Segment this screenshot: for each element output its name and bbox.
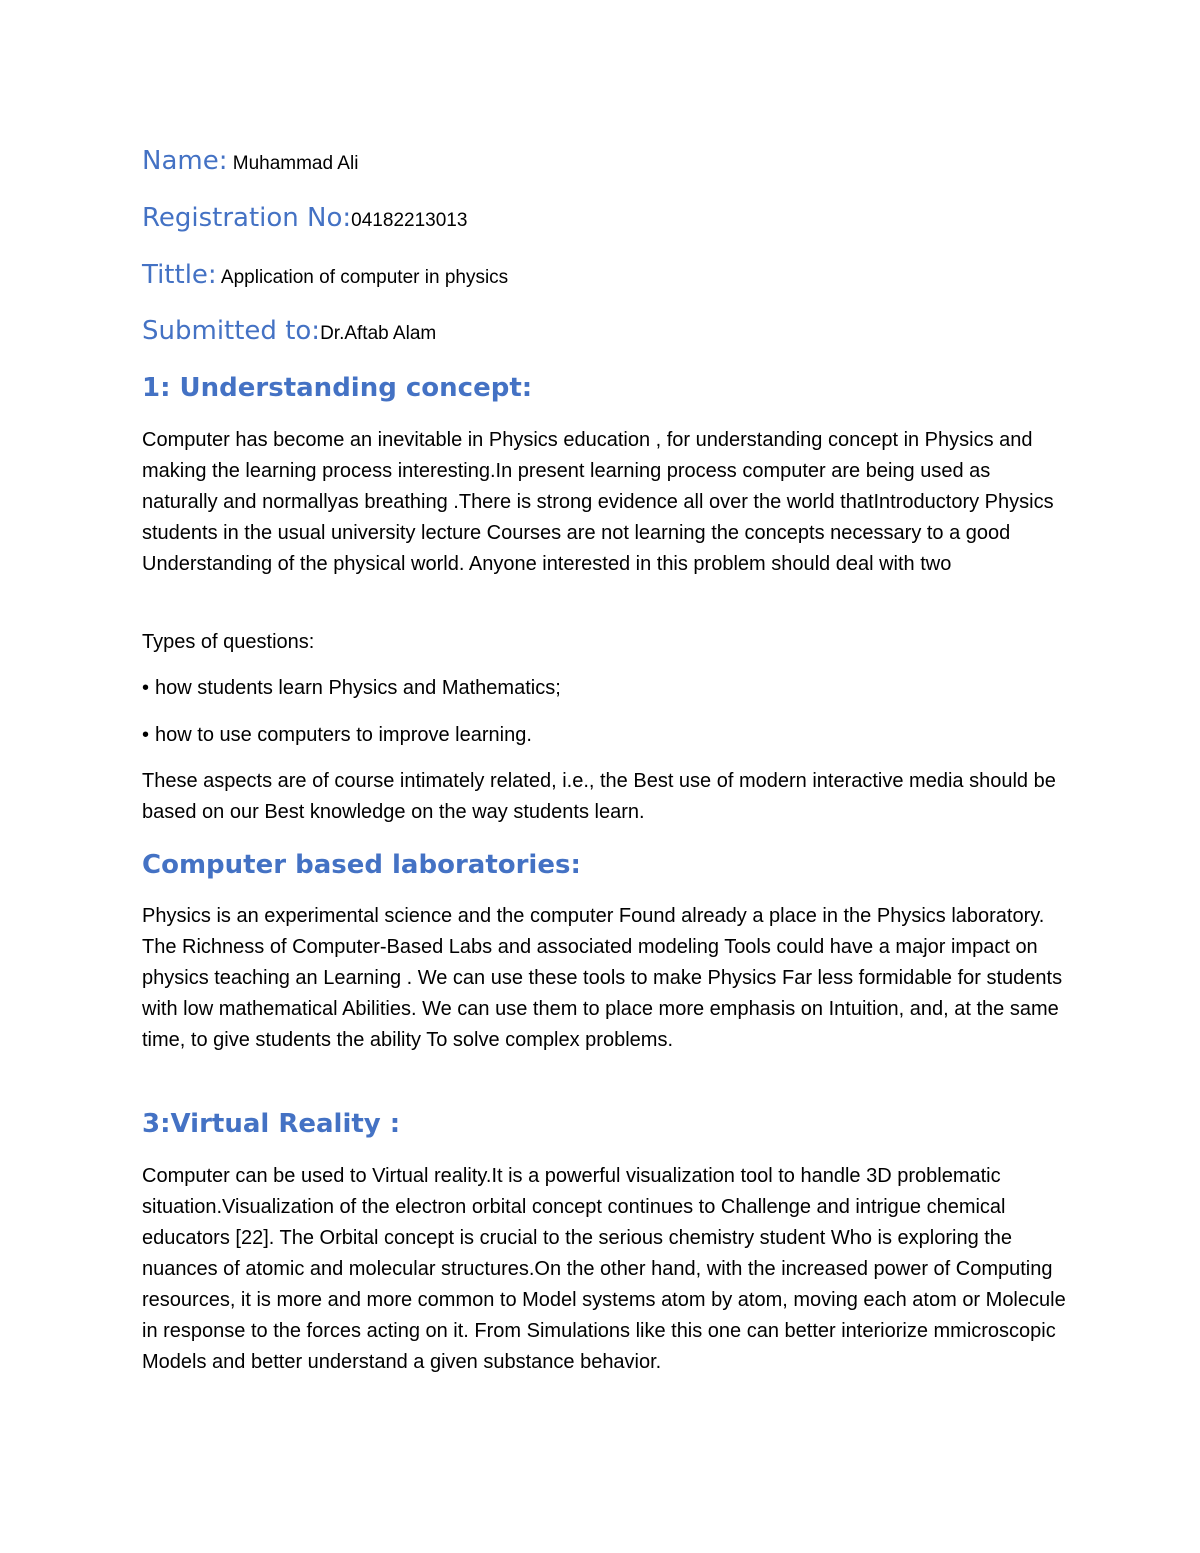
bullet-icon: • [142,677,150,699]
name-line [142,146,358,176]
registration-line [142,203,467,233]
section-heading-virtual-reality: 3:Virtual Reality : [142,1109,401,1139]
title-value: Application of computer in physics [216,267,509,288]
paragraph-understanding: Computer has become an inevitable in Physics education , for understanding concept in Physics and making the learning process interesting.In present learning process computer are being used as naturally and normallyas breathing .There is strong evidence all over the world thatIntroductory Physics students in the usual university lecture Courses are not learning the concepts necessary to a good Understanding of the physical world. Anyone interested in this problem should deal with two [142,429,1054,575]
registration-value: 04182213013 [351,210,468,231]
types-of-questions: Types of questions: [142,631,315,653]
paragraph-laboratories: Physics is an experimental science and the computer Found already a place in the Physics laboratory. The Richness of Computer-Based Labs and associated modeling Tools could have a major impact on physics teaching an Learning . We can use these tools to make Physics Far less formidable for students with low mathematical Abilities. We can use them to place more emphasis on Intuition, and, at the same time, to give students the ability To solve complex problems. [142,905,1063,1051]
bullet-text-1: how students learn Physics and Mathematics; [155,677,561,699]
bullet-icon: • [142,724,150,746]
name-value: Muhammad Ali [227,153,359,174]
bullet-item-2 [142,720,1067,751]
section-heading-laboratories: Computer based laboratories: [142,850,581,880]
name-label: Name: [142,146,228,176]
submitted-value: Dr.Aftab Alam [320,323,437,344]
title-line [142,260,508,290]
title-label: Tittle: [142,260,217,290]
bullet-text-2: how to use computers to improve learning. [155,724,532,746]
paragraph-aspects: These aspects are of course intimately related, i.e., the Best use of modern interactive media should be based on our Best knowledge on the way students learn. [142,770,1056,823]
registration-label: Registration No: [142,203,352,233]
submitted-line [142,316,436,346]
paragraph-virtual-reality: Computer can be used to Virtual reality.It is a powerful visualization tool to handle 3D problematic situation.Visualization of the electron orbital concept continues to Challenge and intrigue chemical educators [22]. The Orbital concept is crucial to the serious chemistry student Who is exploring the nuances of atomic and molecular structures.On the other hand, with the increased power of Computing resources, it is more and more common to Model systems atom by atom, moving each atom or Molecule in response to the forces acting on it. From Simulations like this one can better interiorize mmicroscopic Models and better understand a given substance behavior. [142,1165,1066,1373]
section-heading-understanding: 1: Understanding concept: [142,373,533,403]
bullet-item-1 [142,673,1067,704]
submitted-label: Submitted to: [142,316,321,346]
